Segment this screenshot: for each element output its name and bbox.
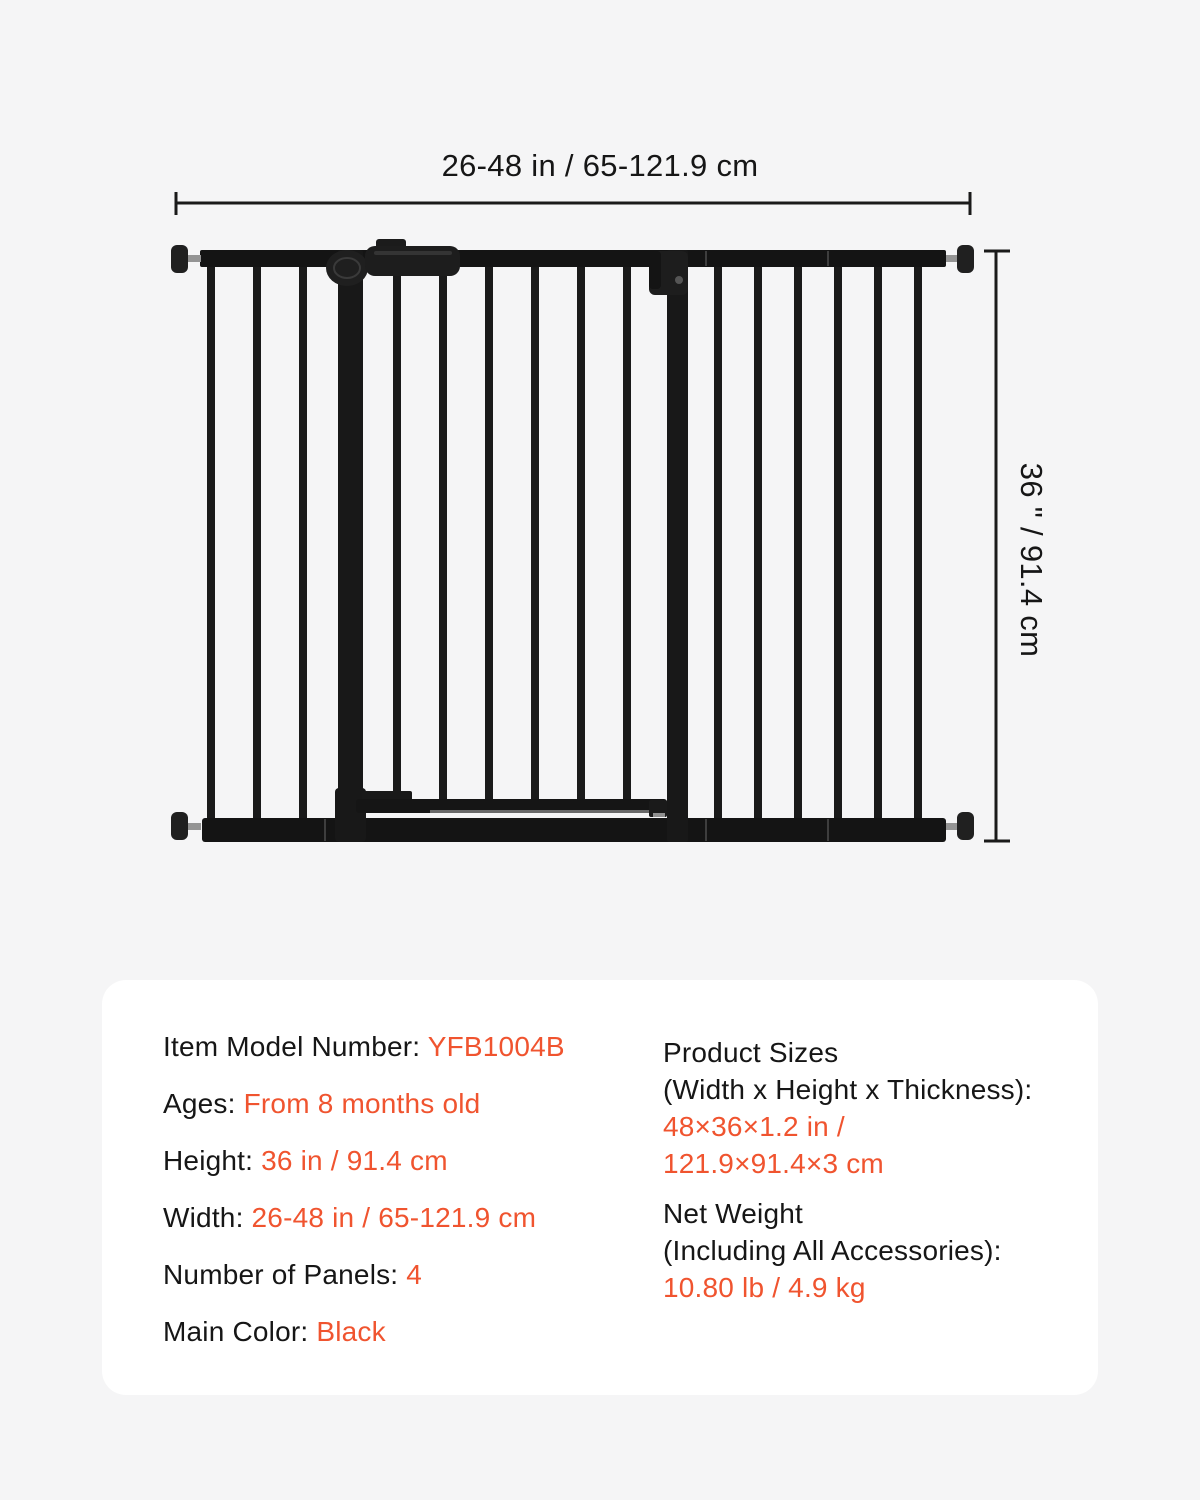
bracket-screw: [675, 276, 683, 284]
width-dimension-label: 26-48 in / 65-121.9 cm: [441, 148, 759, 183]
width-dimension-line: [176, 192, 970, 215]
right-panel-bars: [714, 256, 922, 826]
spec-block-product-sizes: [663, 1034, 1032, 1182]
spec-row-width: [163, 1202, 536, 1234]
pressure-knobs: [171, 245, 974, 840]
spec-label: (Width x Height x Thickness):: [663, 1074, 1033, 1105]
door-bottom-crossbar: [356, 791, 667, 817]
spec-block-net-weight: [663, 1195, 1002, 1306]
spec-row-color: [163, 1316, 386, 1348]
spec-value: 4: [406, 1259, 423, 1290]
spec-label: Product Sizes: [663, 1037, 839, 1068]
spec-label: Net Weight: [663, 1198, 803, 1229]
height-dimension-line: [984, 251, 1010, 841]
gate-body: [171, 239, 974, 842]
spec-label: Ages:: [163, 1088, 244, 1119]
spec-label: Number of Panels:: [163, 1259, 407, 1290]
door-latch-post: [649, 250, 688, 842]
spec-value: Black: [316, 1316, 386, 1347]
spec-label: Item Model Number:: [163, 1031, 428, 1062]
spec-row-panels: [163, 1259, 422, 1291]
spec-value: From 8 months old: [243, 1088, 481, 1119]
spec-label: Width:: [163, 1202, 252, 1233]
spec-value: 10.80 lb / 4.9 kg: [663, 1272, 866, 1303]
door-panel-bars: [393, 256, 631, 806]
spec-card: [102, 980, 1098, 1395]
bottom-rail: [202, 818, 946, 842]
spec-value: 26-48 in / 65-121.9 cm: [251, 1202, 537, 1233]
spec-value: 121.9×91.4×3 cm: [663, 1148, 884, 1179]
spec-row-ages: [163, 1088, 480, 1120]
height-dimension-label: 36 " / 91.4 cm: [1014, 462, 1049, 658]
top-rail: [200, 250, 946, 267]
spec-label: Height:: [163, 1145, 262, 1176]
latch-handle: [365, 239, 460, 276]
spec-row-height: [163, 1145, 448, 1177]
hinge-post: [326, 250, 368, 842]
left-panel-bars: [207, 256, 307, 826]
spec-label: Main Color:: [163, 1316, 317, 1347]
spec-value: 36 in / 91.4 cm: [261, 1145, 448, 1176]
spec-value: 48×36×1.2 in /: [663, 1111, 845, 1142]
spec-value: YFB1004B: [427, 1031, 565, 1062]
spec-label: (Including All Accessories):: [663, 1235, 1002, 1266]
hinge-disc: [326, 250, 368, 286]
spec-row-model: [163, 1031, 565, 1063]
